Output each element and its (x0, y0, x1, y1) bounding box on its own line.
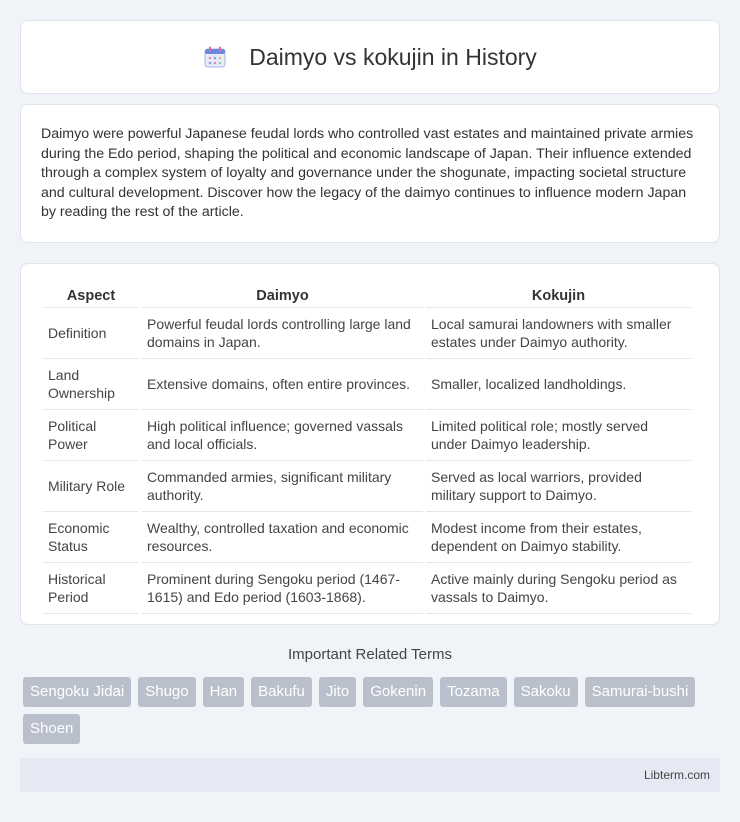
cell-aspect: Land Ownership (43, 359, 139, 410)
cell-daimyo: Prominent during Sengoku period (1467-1615) and Edo period (1603-1868). (142, 563, 423, 614)
cell-kokujin: Served as local warriors, provided military support to Daimyo. (426, 461, 691, 512)
table-row (43, 308, 691, 359)
cell-kokujin: Limited political role; mostly served under Daimyo leadership. (426, 410, 691, 461)
header-card (20, 20, 720, 94)
cell-aspect: Economic Status (43, 512, 139, 563)
table-row (43, 461, 691, 512)
cell-daimyo: Wealthy, controlled taxation and economic resources. (142, 512, 423, 563)
cell-aspect: Definition (43, 308, 139, 359)
related-term-tag[interactable]: Han (203, 677, 245, 707)
header-aspect: Aspect (43, 286, 139, 308)
related-term-tag[interactable]: Tozama (440, 677, 507, 707)
cell-daimyo: Commanded armies, significant military authority. (142, 461, 423, 512)
cell-daimyo: Extensive domains, often entire provinces. (142, 359, 423, 410)
table-row (43, 512, 691, 563)
related-term-tag[interactable]: Gokenin (363, 677, 433, 707)
cell-aspect: Historical Period (43, 563, 139, 614)
header-kokujin: Kokujin (426, 286, 691, 308)
table-row (43, 359, 691, 410)
related-terms-list (23, 677, 723, 751)
cell-kokujin: Active mainly during Sengoku period as vassals to Daimyo. (426, 563, 691, 614)
related-term-tag[interactable]: Sengoku Jidai (23, 677, 131, 707)
header-daimyo: Daimyo (142, 286, 423, 308)
table-row (43, 563, 691, 614)
cell-kokujin: Local samurai landowners with smaller estates under Daimyo authority. (426, 308, 691, 359)
footer-link[interactable]: Libterm.com (643, 768, 710, 782)
cell-aspect: Military Role (43, 461, 139, 512)
comparison-table-card (20, 263, 720, 625)
related-term-tag[interactable]: Jito (319, 677, 356, 707)
table-row (43, 410, 691, 461)
page-title: Daimyo vs kokujin in History (249, 43, 537, 70)
related-terms-title: Important Related Terms (288, 646, 452, 663)
related-term-tag[interactable]: Sakoku (514, 677, 578, 707)
footer (20, 758, 720, 792)
cell-kokujin: Modest income from their estates, dependent on Daimyo stability. (426, 512, 691, 563)
calendar-icon (203, 45, 227, 69)
comparison-table (40, 286, 694, 614)
cell-aspect: Political Power (43, 410, 139, 461)
related-term-tag[interactable]: Samurai-bushi (585, 677, 696, 707)
cell-daimyo: High political influence; governed vassals and local officials. (142, 410, 423, 461)
table-header-row (43, 286, 691, 308)
cell-daimyo: Powerful feudal lords controlling large land domains in Japan. (142, 308, 423, 359)
related-term-tag[interactable]: Shugo (138, 677, 195, 707)
intro-card (20, 104, 720, 243)
related-term-tag[interactable]: Bakufu (251, 677, 312, 707)
cell-kokujin: Smaller, localized landholdings. (426, 359, 691, 410)
intro-text: Daimyo were powerful Japanese feudal lords who controlled vast estates and maintained private armies during the Edo period, shaping the political and economic landscape of Japan. Their influence extended through a complex system of loyalty and governance under the shogunate, impacting societal structure and cultural development. Discover how the legacy of the daimyo continues to influence modern Japan by reading the rest of the article. (41, 126, 694, 220)
related-term-tag[interactable]: Shoen (23, 714, 80, 744)
